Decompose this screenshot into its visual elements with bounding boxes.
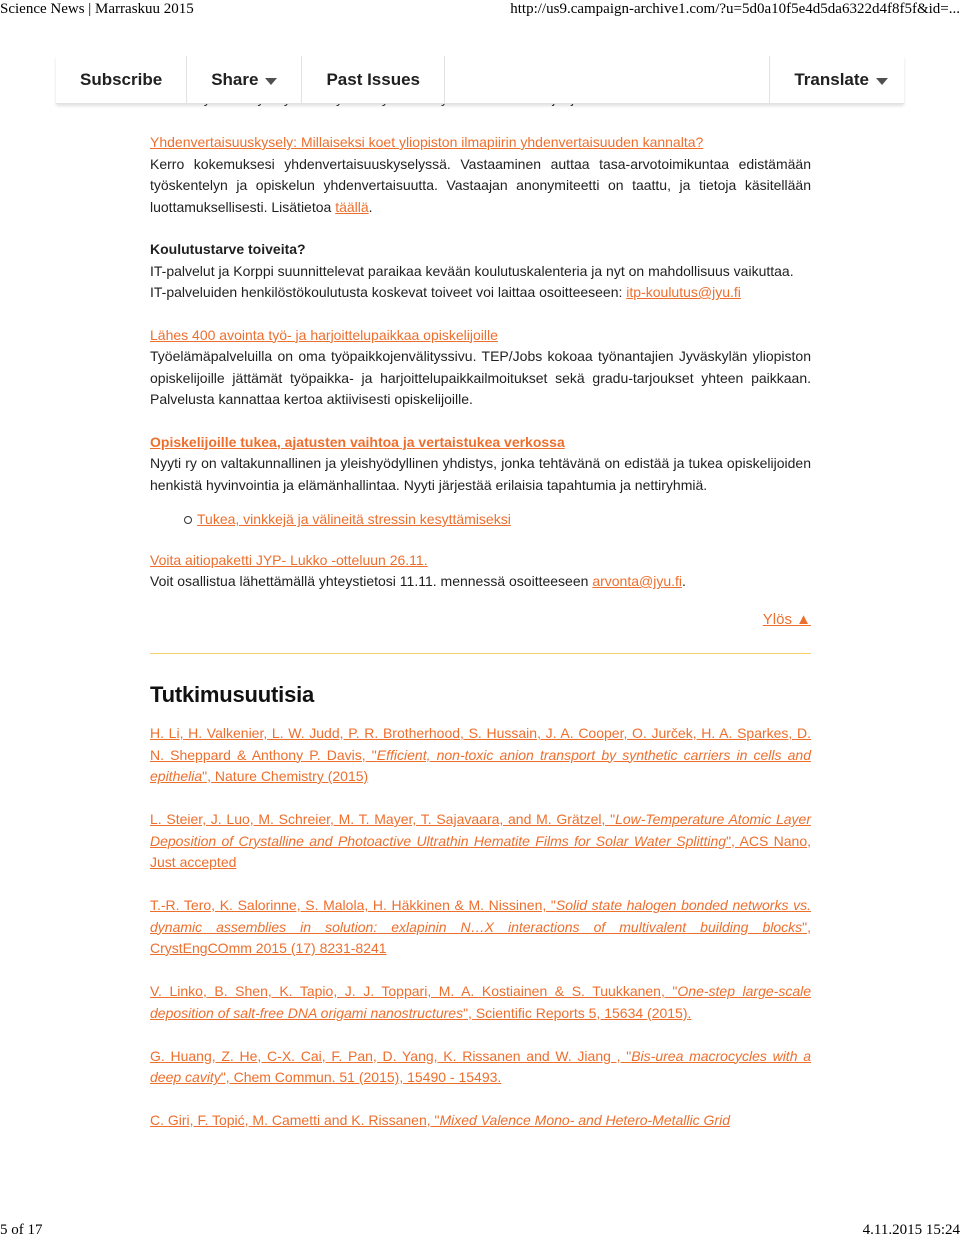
training-heading: Koulutustarve toiveita? bbox=[150, 241, 306, 257]
jobs-section bbox=[150, 325, 811, 411]
reference-link[interactable] bbox=[150, 809, 811, 874]
training-text-2-body: IT-palveluiden henkilöstökoulutusta koskevat toiveet voi laittaa osoitteeseen: bbox=[150, 284, 627, 300]
equality-section bbox=[150, 132, 811, 218]
back-to-top bbox=[150, 609, 811, 631]
jobs-text: Työelämäpalveluilla on oma työpaikkojenvälityssivu. TEP/Jobs kokoaa työnantajien Jyväskylän yliopiston opiskelijoille jättämät työpaikka- ja harjoittelupaikkailmoitukset sekä gradu-tarjoukset yhteen paikkaan. Palvelusta kannattaa kertoa aktiivisesti opiskelijoille. bbox=[150, 348, 811, 407]
newsletter-content bbox=[150, 132, 811, 1153]
contest-text bbox=[150, 571, 811, 593]
chevron-down-icon bbox=[876, 78, 888, 85]
reference-authors: T.-R. Tero, K. Salorinne, S. Malola, H. Häkkinen & M. Nissinen, " bbox=[150, 897, 556, 913]
reference-authors: L. Steier, J. Luo, M. Schreier, M. T. Mayer, T. Sajavaara, and M. Grätzel, " bbox=[150, 811, 616, 827]
subscribe-label: Subscribe bbox=[80, 70, 163, 89]
past-issues-label: Past Issues bbox=[326, 70, 421, 89]
past-issues-button[interactable] bbox=[302, 56, 445, 104]
equality-text bbox=[150, 154, 811, 219]
bullet-icon bbox=[184, 516, 192, 524]
reference-title: Mixed Valence Mono- and Hetero-Metallic Grid bbox=[439, 1112, 730, 1128]
reference-link[interactable] bbox=[150, 723, 811, 788]
support-section bbox=[150, 432, 811, 497]
reference-title: Bis-urea macrocycles with a deep cavity bbox=[150, 1047, 811, 1085]
reference-title: Solid state halogen bonded networks vs. dynamic assemblies in solution: exlapinin N…X interactions of multivalent building blocks bbox=[150, 897, 811, 935]
print-datetime: 4.11.2015 15:24 bbox=[862, 1222, 960, 1238]
training-text-2 bbox=[150, 282, 811, 304]
subscribe-button[interactable] bbox=[56, 56, 187, 104]
print-footer bbox=[0, 1221, 960, 1241]
reference-title: Low-Temperature Atomic Layer Deposition of Crystalline and Photoactive Ultrathin Hematite Films for Solar Water Splitting bbox=[150, 811, 811, 849]
reference-link[interactable] bbox=[150, 895, 811, 960]
reference-title: Efficient, non-toxic anion transport by synthetic carriers in cells and epithelia bbox=[150, 746, 811, 784]
reference-authors: G. Huang, Z. He, C-X. Cai, F. Pan, D. Yang, K. Rissanen and W. Jiang , " bbox=[150, 1047, 632, 1064]
list-item bbox=[172, 509, 811, 531]
reference-title: One-step large-scale deposition of salt-free DNA origami nanostructures bbox=[150, 983, 812, 1021]
jobs-link[interactable]: Lähes 400 avointa työ- ja harjoittelupaikkaa opiskelijoille bbox=[150, 326, 498, 343]
print-header bbox=[0, 0, 960, 20]
translate-button[interactable] bbox=[769, 56, 904, 104]
equality-body: Kerro kokemuksesi yhdenvertaisuuskyselyssä. Vastaaminen auttaa tasa-arvotoimikuntaa edistämään työskentelyn ja opiskelun yhdenvertaisuutta. Vastaajan anonymiteetti on taattu, ja tietoja käsitellään luottamuksellisesti. Lisätietoa bbox=[150, 155, 811, 215]
more-info-link[interactable]: täällä bbox=[335, 198, 369, 215]
stress-tips-link[interactable]: Tukea, vinkkejä ja välineitä stressin kesyttämiseksi bbox=[197, 511, 511, 527]
campaign-navbar bbox=[56, 56, 904, 104]
reference-link[interactable] bbox=[150, 1046, 811, 1089]
print-header-url: http://us9.campaign-archive1.com/?u=5d0a10f5e4d5da6322d4f8f5f&id=... bbox=[510, 1, 960, 17]
chevron-down-icon bbox=[265, 78, 277, 85]
reference-source: ", Scientific Reports 5, 15634 (2015). bbox=[463, 1004, 692, 1021]
reference-source: ", ACS Nano, Just accepted bbox=[150, 832, 811, 870]
research-news-title: Tutkimusuutisia bbox=[150, 681, 315, 707]
contest-body: Voit osallistua lähettämällä yhteystietosi 11.11. mennessä osoitteeseen bbox=[150, 573, 593, 589]
contest-tail: . bbox=[682, 573, 686, 589]
contest-email-link[interactable]: arvonta@jyu.fi bbox=[592, 573, 683, 589]
back-to-top-link[interactable]: Ylös ▲ bbox=[762, 610, 811, 628]
training-text-1: IT-palvelut ja Korppi suunnittelevat paraikaa kevään koulutuskalenteria ja nyt on mahdollisuus vaikuttaa. bbox=[150, 262, 794, 279]
print-header-title: Science News | Marraskuu 2015 bbox=[0, 1, 194, 17]
equality-survey-link[interactable]: Yhdenvertaisuuskysely: Millaiseksi koet yliopiston ilmapiirin yhdenvertaisuuden kannalta? bbox=[150, 134, 704, 150]
reference-authors: C. Giri, F. Topić, M. Cametti and K. Rissanen, " bbox=[150, 1112, 440, 1128]
reference-authors: V. Linko, B. Shen, K. Tapio, J. J. Toppari, M. A. Kostiainen & S. Tuukkanen, " bbox=[150, 983, 678, 999]
translate-label: Translate bbox=[794, 70, 869, 89]
training-email-link[interactable]: itp-koulutus@jyu.fi bbox=[626, 284, 741, 300]
support-text: Nyyti ry on valtakunnallinen ja yleishyödyllinen yhdistys, jonka tehtävänä on edistää ja tukea opiskelijoiden henkistä hyvinvointia ja elämänhallintaa. Nyyti järjestää erilaisia tapahtumia ja nettiryhmiä. bbox=[150, 455, 811, 493]
equality-tail: . bbox=[368, 198, 373, 215]
reference-authors: H. Li, H. Valkenier, L. W. Judd, P. R. Brotherhood, S. Hussain, J. A. Cooper, O. Jurček, H. A. Sparkes, D. N. Sheppard & Anthony P. Davis, " bbox=[150, 725, 811, 763]
reference-link[interactable] bbox=[150, 1110, 811, 1132]
reference-link[interactable] bbox=[150, 981, 811, 1024]
section-divider bbox=[150, 653, 811, 654]
support-bullet-list bbox=[172, 509, 811, 531]
share-label: Share bbox=[211, 70, 259, 89]
reference-source: ", CrystEngCOmm 2015 (17) 8231-8241 bbox=[150, 918, 811, 956]
reference-source: ", Nature Chemistry (2015) bbox=[202, 768, 369, 784]
contest-link[interactable]: Voita aitiopaketti JYP- Lukko -otteluun 26.11. bbox=[150, 551, 428, 568]
training-section bbox=[150, 239, 811, 304]
reference-source: ", Chem Commun. 51 (2015), 15490 - 15493. bbox=[220, 1069, 502, 1085]
support-link[interactable]: Opiskelijoille tukea, ajatusten vaihtoa ja vertaistukea verkossa bbox=[150, 433, 565, 450]
navbar-spacer bbox=[445, 56, 769, 103]
print-page-number: 5 of 17 bbox=[0, 1222, 43, 1238]
contest-section bbox=[150, 550, 811, 593]
share-button[interactable] bbox=[187, 56, 302, 104]
research-references bbox=[150, 723, 811, 1132]
